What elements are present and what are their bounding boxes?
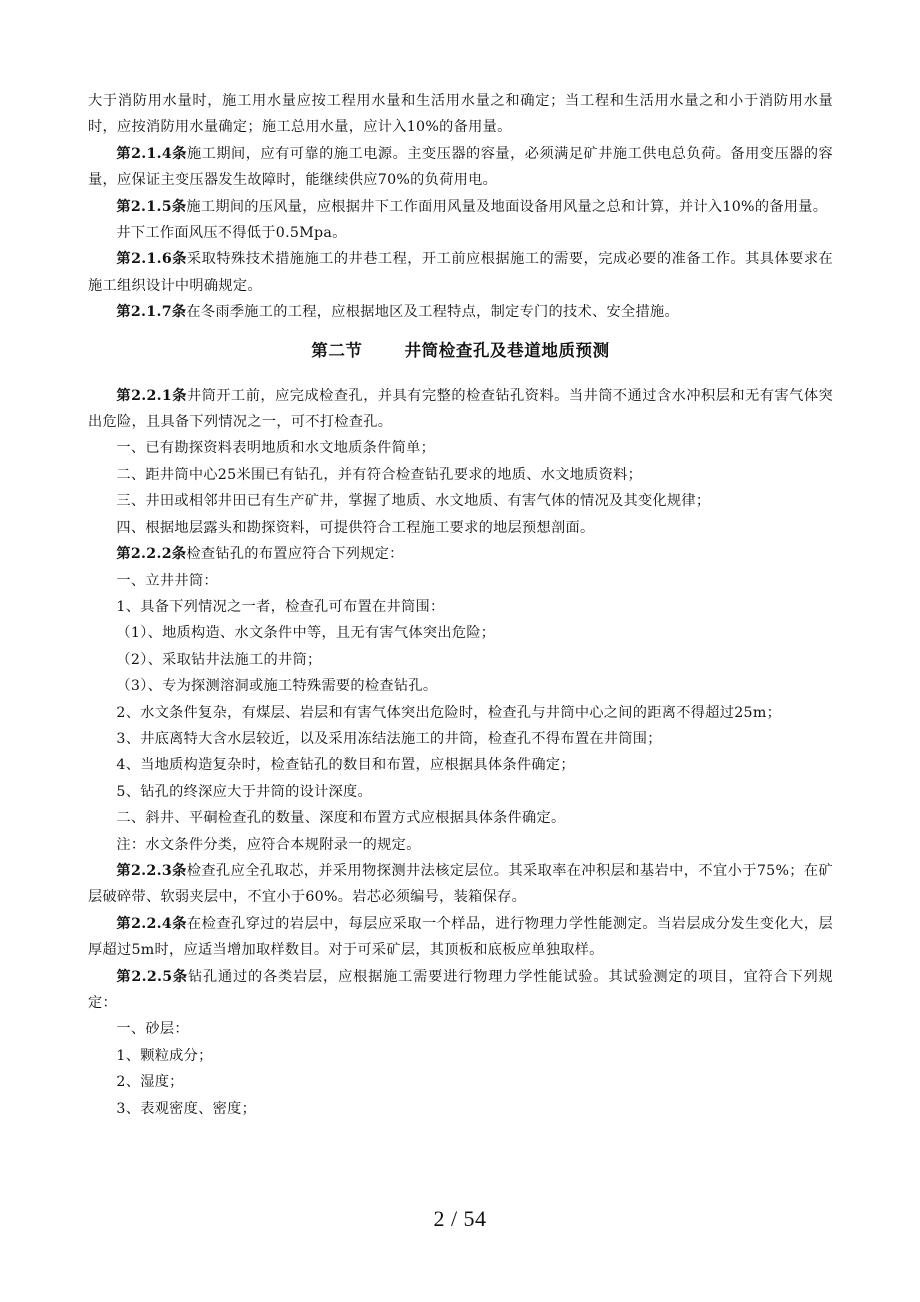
paragraph — [88, 220, 833, 246]
paragraph-text: 二、距井筒中心25米围已有钻孔，并有符合检查钻孔要求的地质、水文地质资料； — [116, 466, 643, 483]
paragraph-text: 井下工作面风压不得低于0.5Mpa。 — [116, 225, 347, 242]
paragraph-text: 钻孔通过的各类岩层，应根据施工需要进行物理力学性能试验。其试验测定的项目，宜符合下列规定： — [88, 968, 833, 1011]
paragraph — [88, 911, 833, 964]
article-label: 第2.2.2条 — [116, 546, 187, 563]
article-label: 第2.2.3条 — [116, 862, 187, 879]
paragraph — [88, 515, 833, 541]
article-label: 第2.1.4条 — [116, 145, 187, 162]
article-label: 第2.1.7条 — [116, 304, 187, 321]
paragraph — [88, 805, 833, 831]
article-label: 第2.2.4条 — [116, 915, 187, 932]
paragraph-text: （1）、地质构造、水文条件中等，且无有害气体突出危险； — [116, 625, 496, 642]
paragraph-text: 3、井底离特大含水层较近，以及采用冻结法施工的井筒，检查孔不得布置在井筒围； — [116, 730, 662, 747]
paragraph-text: 一、砂层： — [116, 1021, 189, 1038]
paragraph-text: 施工期间，应有可靠的施工电源。主变压器的容量，必须满足矿井施工供电总负荷。备用变压器的容量，应保证主变压器发生故障时，能继续供应70%的负荷用电。 — [88, 145, 834, 189]
paragraph — [88, 964, 833, 1017]
paragraph-text: 四、根据地层露头和勘探资料，可提供符合工程施工要求的地层预想剖面。 — [116, 519, 595, 536]
paragraph-group-2-1 — [88, 88, 833, 326]
paragraph-text: 施工期间的压风量，应根据井下工作面用风量及地面设备用风量之总和计算，并计入10%的备用量。 — [186, 198, 828, 215]
paragraph-text: 1、颗粒成分； — [116, 1047, 213, 1064]
paragraph-text: 采取特殊技术措施施工的井巷工程，开工前应根据施工的需要，完成必要的准备工作。其具体要求在施工组织设计中明确规定。 — [88, 251, 834, 294]
paragraph — [88, 726, 833, 752]
paragraph-text: 注：水文条件分类，应符合本规附录一的规定。 — [116, 836, 421, 853]
paragraph-text: 2、湿度； — [116, 1074, 184, 1091]
paragraph-text: 1、具备下列情况之一者，检查孔可布置在井筒围： — [116, 598, 445, 615]
document-body — [88, 88, 833, 1122]
section-heading — [88, 336, 833, 366]
paragraph-text: （2）、采取钻井法施工的井筒； — [116, 651, 322, 668]
paragraph-text: 3、表观密度、密度； — [116, 1100, 257, 1117]
paragraph — [88, 700, 833, 726]
paragraph-text: 4、当地质构造复杂时，检查钻孔的数目和布置，应根据具体条件确定； — [116, 757, 575, 774]
paragraph — [88, 383, 833, 436]
paragraph — [88, 1043, 833, 1069]
article-label: 第2.1.5条 — [116, 198, 187, 215]
paragraph-text: 大于消防用水量时，施工用水量应按工程用水量和生活用水量之和确定；当工程和生活用水量之和小于消防用水量时，应按消防用水量确定；施工总用水量，应计入10%的备用量。 — [88, 93, 833, 136]
paragraph-text: 二、斜井、平硐检查孔的数量、深度和布置方式应根据具体条件确定。 — [116, 810, 566, 827]
paragraph-text: （3）、专为探测溶洞或施工特殊需要的检查钻孔。 — [116, 678, 438, 695]
paragraph-text: 检查孔应全孔取芯，并采用物探测井法核定层位。其采取率在冲积层和基岩中，不宜小于75%；在矿层破碎带、软弱夹层中，不宜小于60%。岩芯必须编号，装箱保存。 — [88, 862, 833, 906]
paragraph-text: 2、水文条件复杂，有煤层、岩层和有害气体突出危险时，检查孔与井筒中心之间的距离不得超过25m； — [116, 704, 782, 721]
paragraph — [88, 647, 833, 673]
article-label: 第2.2.1条 — [116, 387, 187, 404]
paragraph — [88, 488, 833, 514]
paragraph — [88, 832, 833, 858]
paragraph — [88, 858, 833, 911]
paragraph — [88, 594, 833, 620]
paragraph — [88, 1016, 833, 1042]
paragraph — [88, 299, 833, 325]
paragraph-text: 一、已有勘探资料表明地质和水文地质条件简单； — [116, 440, 436, 457]
paragraph-text: 三、井田或相邻井田已有生产矿井，掌握了地质、水文地质、有害气体的情况及其变化规律； — [116, 493, 711, 510]
section-title: 井筒检查孔及巷道地质预测 — [404, 340, 610, 360]
paragraph-text: 在冬雨季施工的工程，应根据地区及工程特点，制定专门的技术、安全措施。 — [186, 304, 679, 321]
paragraph — [88, 1096, 833, 1122]
paragraph — [88, 673, 833, 699]
paragraph — [88, 752, 833, 778]
paragraph — [88, 141, 833, 194]
paragraph-text: 检查钻孔的布置应符合下列规定： — [186, 546, 404, 563]
paragraph — [88, 88, 833, 141]
article-label: 第2.2.5条 — [116, 968, 188, 985]
paragraph — [88, 246, 833, 299]
paragraph — [88, 194, 833, 220]
paragraph — [88, 779, 833, 805]
paragraph — [88, 568, 833, 594]
paragraph — [88, 1069, 833, 1095]
paragraph-text: 在检查孔穿过的岩层中，每层应采取一个样品，进行物理力学性能测定。当岩层成分发生变化大，层厚超过5m时，应适当增加取样数目。对于可采矿层，其顶板和底板应单独取样。 — [88, 915, 834, 959]
paragraph-text: 5、钻孔的终深应大于井筒的设计深度。 — [116, 783, 373, 800]
paragraph-text: 井筒开工前，应完成检查孔，并具有完整的检查钻孔资料。当井筒不通过含水冲积层和无有害气体突出危险，且具备下列情况之一，可不打检查孔。 — [88, 387, 834, 431]
page-number: 2 / 54 — [433, 1206, 487, 1231]
section-number: 第二节 — [311, 340, 363, 360]
paragraph — [88, 620, 833, 646]
paragraph-text: 一、立井井筒： — [116, 572, 218, 589]
article-label: 第2.1.6条 — [116, 251, 187, 268]
paragraph — [88, 541, 833, 567]
paragraph — [88, 462, 833, 488]
paragraph-group-2-2 — [88, 383, 833, 1122]
paragraph — [88, 435, 833, 461]
